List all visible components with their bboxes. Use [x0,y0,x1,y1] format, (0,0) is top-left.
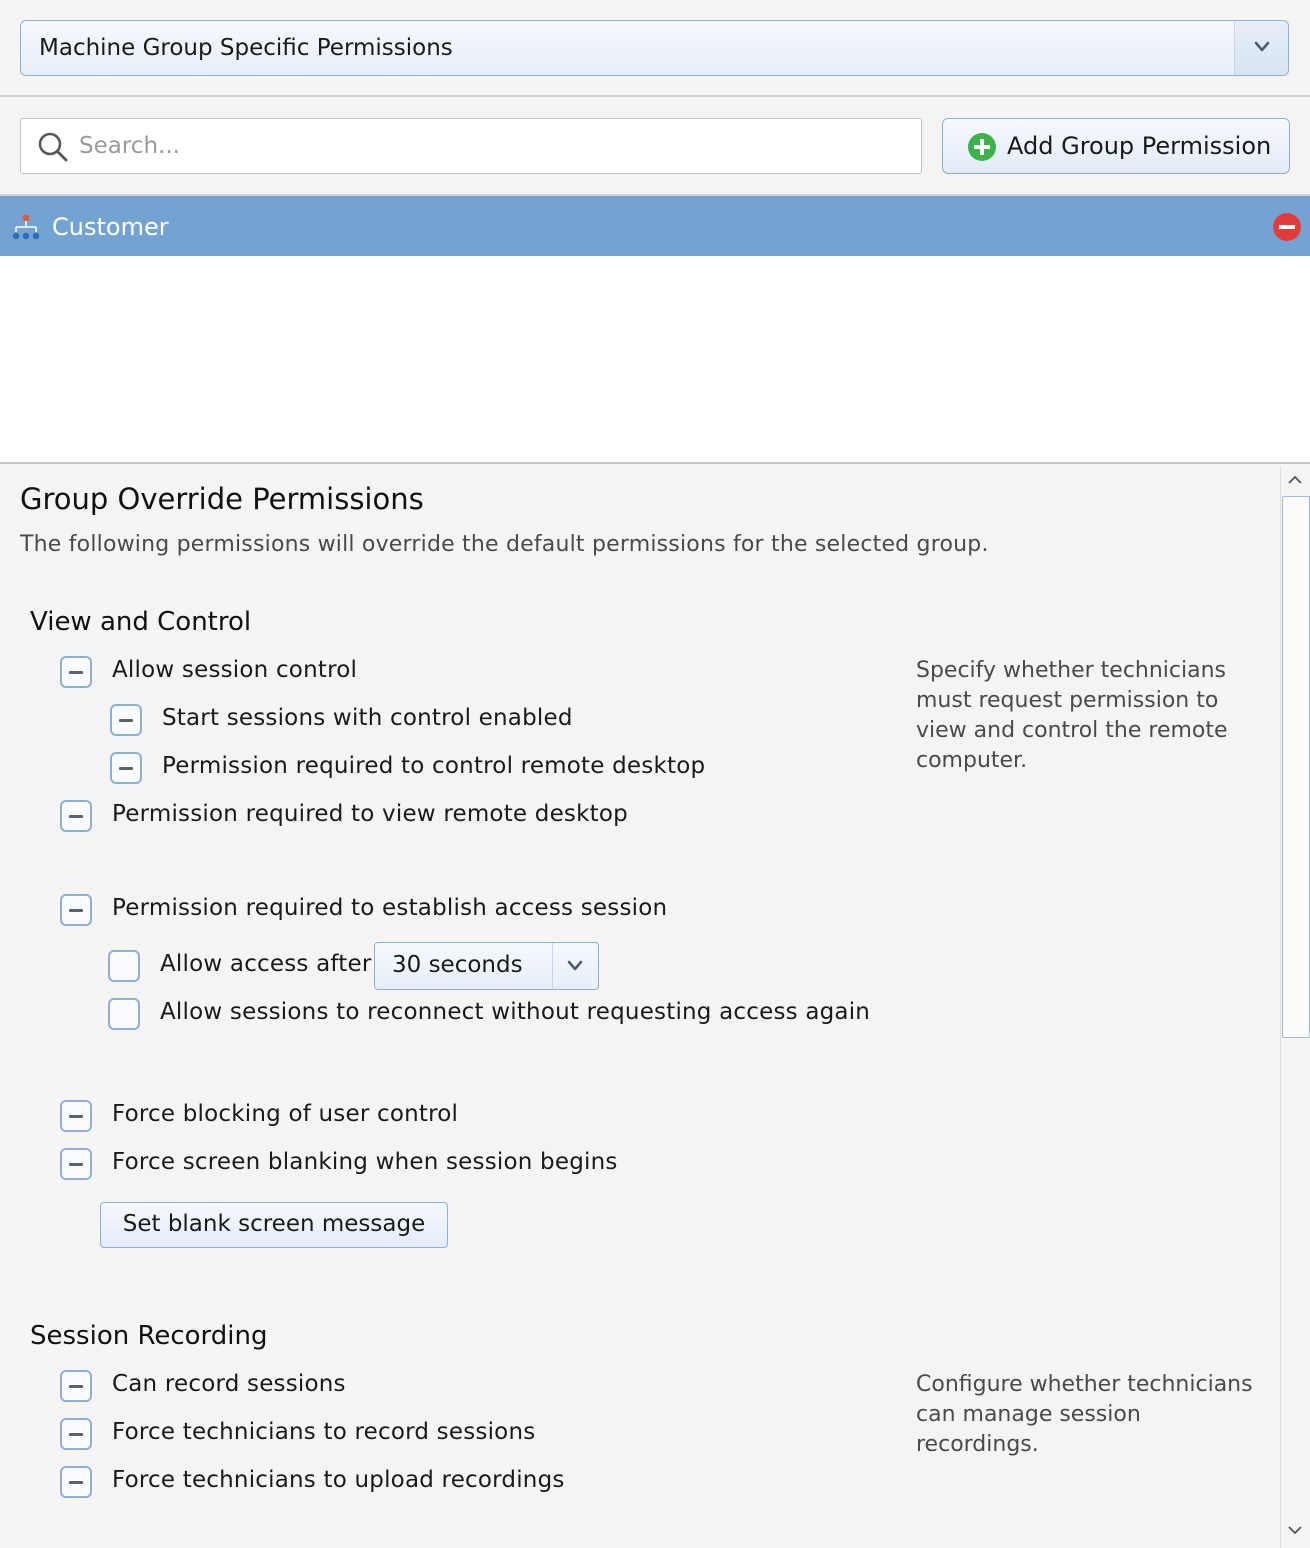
tri-state-checkbox[interactable] [60,1100,92,1132]
chevron-down-icon [567,959,583,973]
search-input[interactable] [79,129,899,163]
group-row-customer[interactable] [0,196,1310,256]
add-group-permission-label: Add Group Permission [1007,132,1272,160]
panel-subtitle: The following permissions will override the default permissions for the selected group. [20,532,989,557]
machine-group-icon [12,213,40,241]
add-circle-icon [967,132,997,162]
group-name: Customer [52,213,169,241]
panel-title: Group Override Permissions [20,482,424,516]
tri-state-checkbox[interactable] [60,1418,92,1450]
dropdown-arrow-button[interactable] [1234,21,1288,75]
vertical-scrollbar[interactable] [1280,466,1310,1548]
remove-group-icon[interactable] [1272,212,1302,242]
section-title-session-recording: Session Recording [30,1321,268,1351]
tri-state-checkbox[interactable] [60,1148,92,1180]
tri-state-checkbox[interactable] [60,800,92,832]
top-bar [0,0,1310,97]
chevron-down-icon [1254,40,1270,54]
permission-type-dropdown[interactable] [20,20,1289,76]
tri-state-checkbox[interactable] [110,752,142,784]
checkbox[interactable] [108,950,140,982]
tri-state-checkbox[interactable] [60,1370,92,1402]
section-title-view-control: View and Control [30,607,252,637]
tri-state-checkbox[interactable] [60,1466,92,1498]
search-toolbar [0,97,1310,196]
checkbox[interactable] [108,998,140,1030]
tri-state-checkbox[interactable] [110,704,142,736]
session-recording-help: Configure whether technicians can manage session recordings. [916,1372,1253,1457]
tri-state-checkbox[interactable] [60,894,92,926]
dropdown-arrow-button[interactable] [552,943,598,989]
set-blank-screen-message-button[interactable]: Set blank screen message [100,1202,448,1248]
view-control-help: Specify whether technicians must request permission to view and control the remote computer. [916,658,1228,773]
group-list [0,196,1310,464]
access-delay-value: 30 seconds [392,952,523,978]
search-icon [37,131,69,163]
scrollbar-thumb[interactable] [1282,496,1310,1038]
scroll-down-icon[interactable] [1287,1524,1303,1536]
tri-state-checkbox[interactable] [60,656,92,688]
group-override-permissions-panel: Group Override Permissions The following permissions will override the default permissions for the selected group. View and Control Specify whether technicians must request permission to view and control the remote computer. Allow session control Start sessions with control enabled Permission required to control remote desktop Permission required to view remote desktop Permission required to establish access session Allow access after Allow sessions to reconnect without requesting access again Force blocking of user control Force screen blanking when session begins Session Recording Configure whether technicians can manage session recordings. Can record sessions Force technicians to record sessions Force technicians to upload recordings [0,466,1280,1548]
access-delay-dropdown[interactable] [374,942,599,990]
add-group-permission-button[interactable] [942,118,1290,174]
search-box[interactable] [20,118,922,174]
scroll-up-icon[interactable] [1287,474,1303,486]
permission-type-value: Machine Group Specific Permissions [39,35,453,61]
